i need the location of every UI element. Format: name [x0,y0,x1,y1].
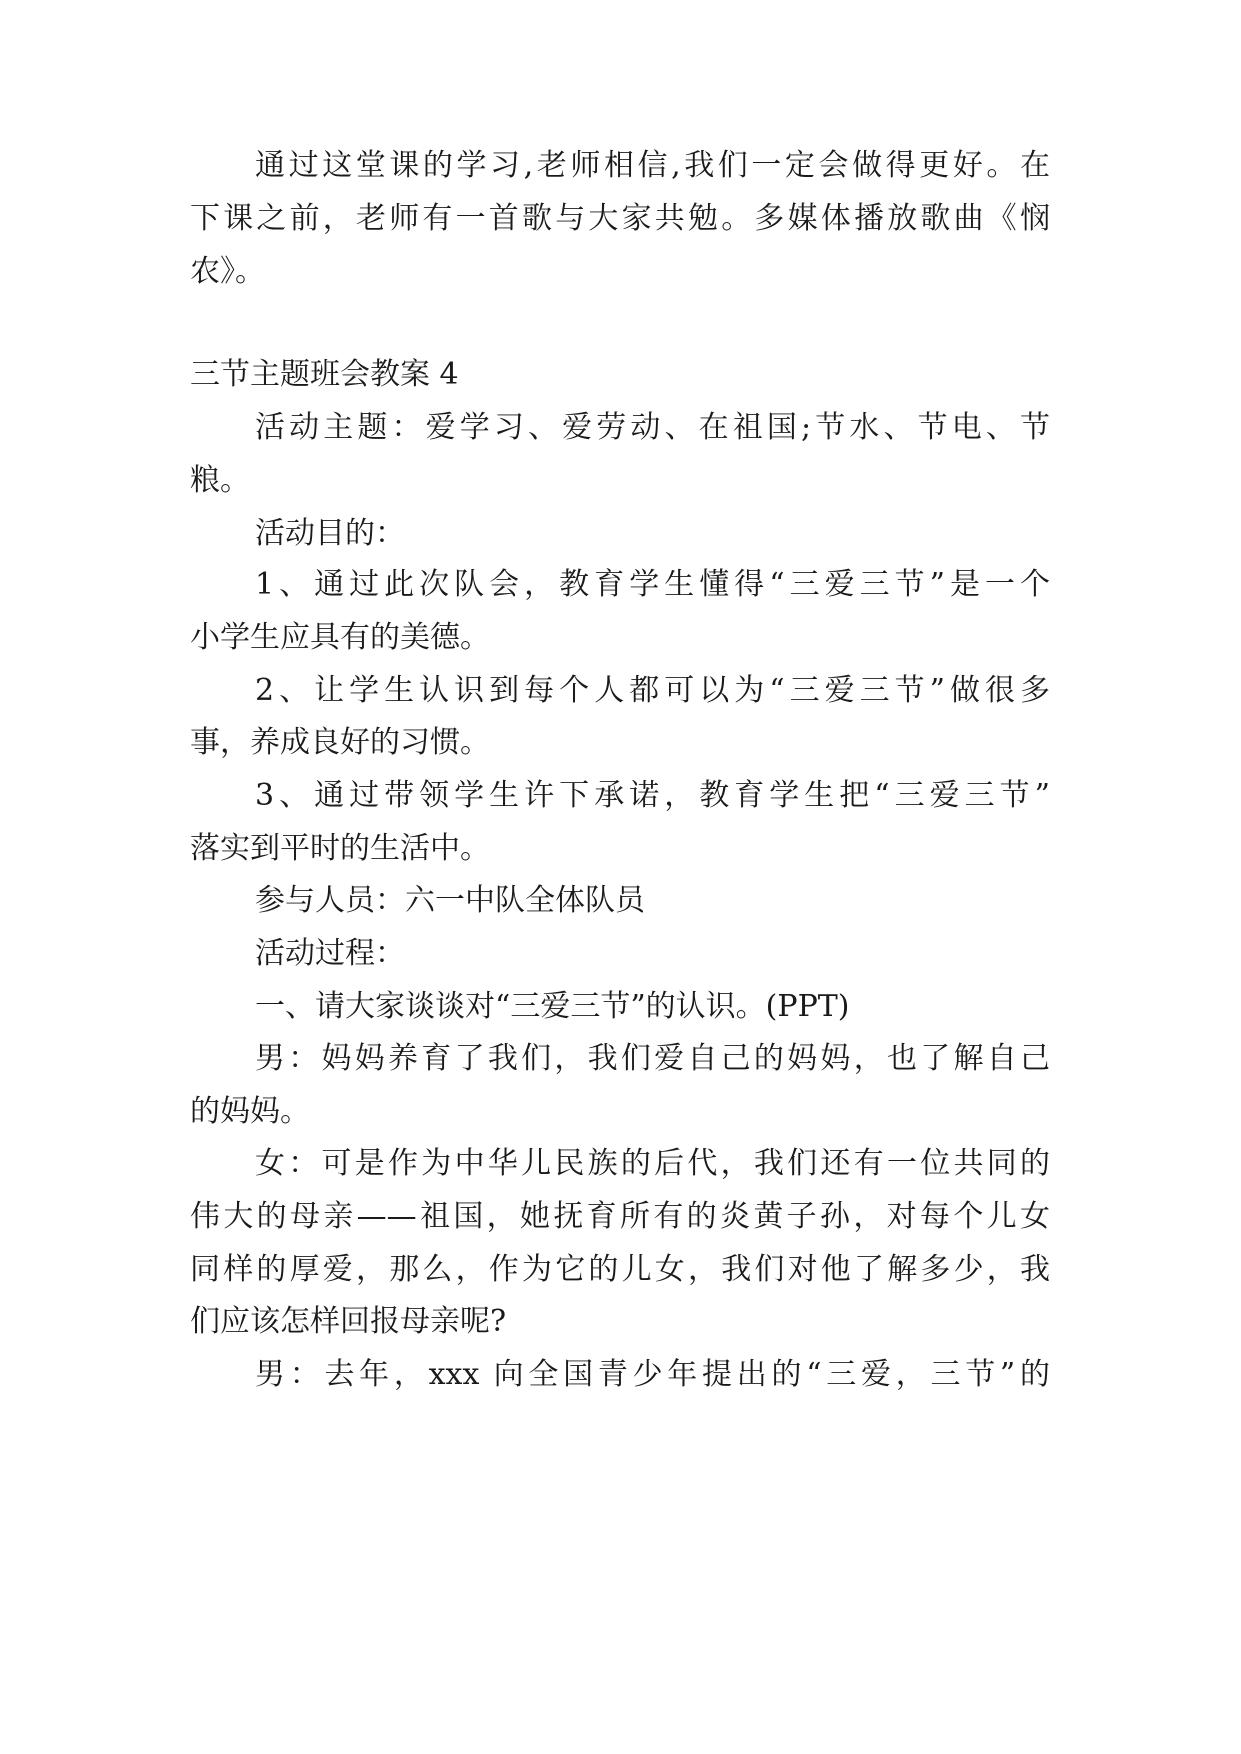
paragraph-line: 一、请大家谈谈对“三爱三节”的认识。(PPT) [255,989,850,1024]
paragraph-line: 2、让学生认识到每个人都可以为“三爱三节”做很多 [255,673,1050,708]
paragraph-line: 落实到平时的生活中。 [190,831,490,866]
paragraph-line: 同样的厚爱，那么，作为它的儿女，我们对他了解多少，我 [190,1252,1050,1287]
paragraph-line: 伟大的母亲——祖国，她抚育所有的炎黄子孙，对每个儿女 [190,1199,1050,1234]
paragraph-line: 们应该怎样回报母亲呢? [190,1304,507,1339]
paragraph-line: 活动主题：爱学习、爱劳动、在祖国;节水、节电、节 [255,410,1050,445]
paragraph-line: 小学生应具有的美德。 [190,620,490,655]
paragraph-line: 活动目的： [255,516,405,551]
paragraph-line: 粮。 [190,463,250,498]
paragraph-line: 通过这堂课的学习,老师相信,我们一定会做得更好。在 [255,148,1050,183]
paragraph-line: 活动过程： [255,936,405,971]
paragraph-line: 下课之前，老师有一首歌与大家共勉。多媒体播放歌曲《悯 [190,201,1050,236]
paragraph-line: 事，养成良好的习惯。 [190,725,490,760]
paragraph-line: 1、通过此次队会，教育学生懂得“三爱三节”是一个 [255,567,1050,602]
paragraph-line: 参与人员：六一中队全体队员 [255,883,645,918]
paragraph-line: 男：去年，xxx 向全国青少年提出的“三爱，三节”的 [255,1357,1050,1392]
section-title: 三节主题班会教案 4 [190,357,459,392]
paragraph-line: 3、通过带领学生许下承诺，教育学生把“三爱三节” [255,778,1050,813]
paragraph-line: 的妈妈。 [190,1094,310,1129]
paragraph-line: 女：可是作为中华儿民族的后代，我们还有一位共同的 [255,1146,1050,1181]
paragraph-line: 农》。 [190,254,265,289]
paragraph-line: 男：妈妈养育了我们，我们爱自己的妈妈，也了解自己 [255,1041,1050,1076]
